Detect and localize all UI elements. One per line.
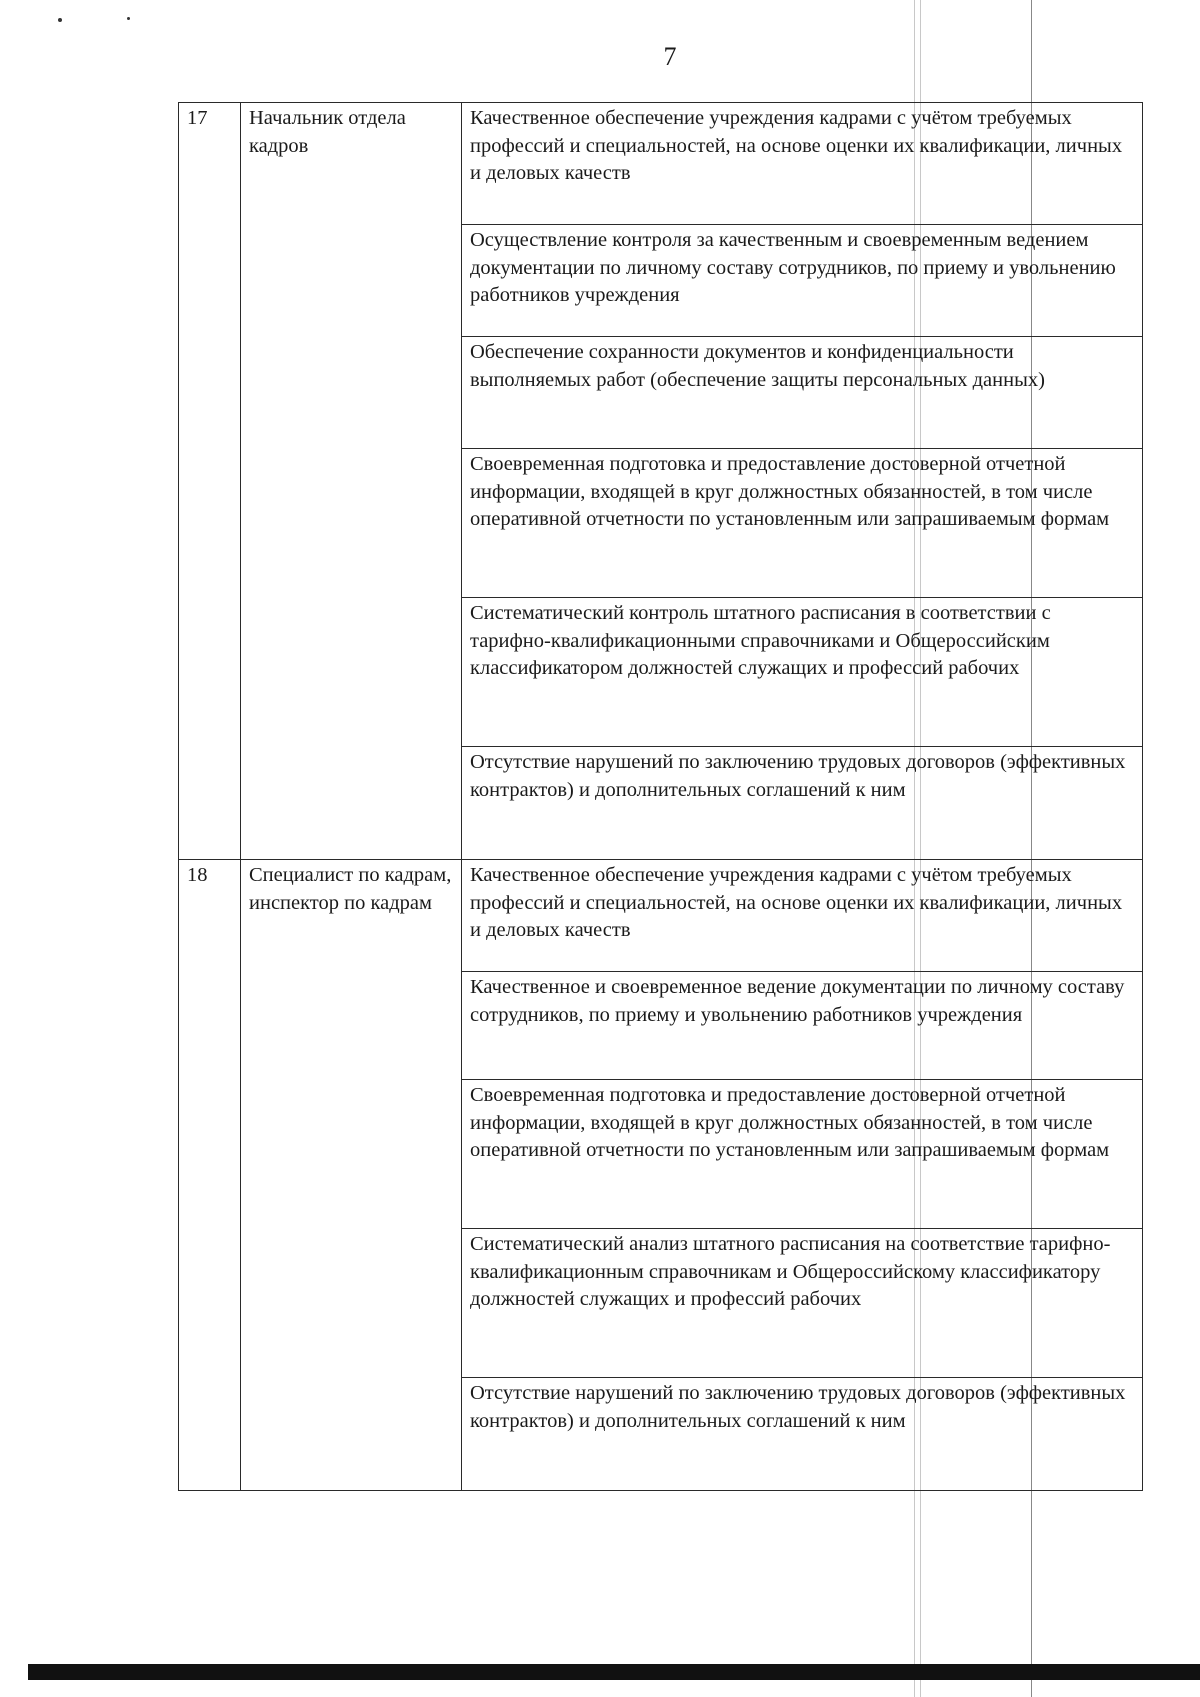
scan-speck [127, 17, 130, 20]
row-number: 17 [179, 103, 241, 860]
criterion-cell: Систематический анализ штатного расписания на соответствие тарифно-квалификационным справочникам и Общероссийскому классификатору должностей служащих и профессий рабочих [462, 1229, 1143, 1378]
position-title: Начальник отдела кадров [241, 103, 462, 860]
criterion-cell: Качественное обеспечение учреждения кадрами с учётом требуемых профессий и специальностей, на основе оценки их квалификации, личных и деловых качеств [462, 860, 1143, 972]
position-title: Специалист по кадрам, инспектор по кадрам [241, 860, 462, 1491]
criteria-table [178, 102, 1143, 1491]
scan-edge-bar [28, 1664, 1200, 1680]
criterion-cell: Осуществление контроля за качественным и своевременным ведением документации по личному составу сотрудников, по приему и увольнению работников учреждения [462, 225, 1143, 337]
criterion-cell: Качественное обеспечение учреждения кадрами с учётом требуемых профессий и специальностей, на основе оценки их квалификации, личных и деловых качеств [462, 103, 1143, 225]
scan-speck [58, 18, 62, 22]
criterion-cell: Обеспечение сохранности документов и конфиденциальности выполняемых работ (обеспечение защиты персональных данных) [462, 337, 1143, 449]
criterion-cell: Качественное и своевременное ведение документации по личному составу сотрудников, по приему и увольнению работников учреждения [462, 972, 1143, 1080]
criterion-cell: Отсутствие нарушений по заключению трудовых договоров (эффективных контрактов) и дополнительных соглашений к ним [462, 1378, 1143, 1491]
page-number: 7 [663, 42, 677, 71]
criterion-cell: Отсутствие нарушений по заключению трудовых договоров (эффективных контрактов) и дополнительных соглашений к ним [462, 747, 1143, 860]
criterion-cell: Своевременная подготовка и предоставление достоверной отчетной информации, входящей в круг должностных обязанностей, в том числе оперативной отчетности по установленным или запрашиваемым формам [462, 1080, 1143, 1229]
table-row [179, 860, 1143, 972]
table-row [179, 103, 1143, 225]
criterion-cell: Своевременная подготовка и предоставление достоверной отчетной информации, входящей в круг должностных обязанностей, в том числе оперативной отчетности по установленным или запрашиваемым формам [462, 449, 1143, 598]
row-number: 18 [179, 860, 241, 1491]
criterion-cell: Систематический контроль штатного расписания в соответствии с тарифно-квалификационными справочниками и Общероссийским классификатором должностей служащих и профессий рабочих [462, 598, 1143, 747]
